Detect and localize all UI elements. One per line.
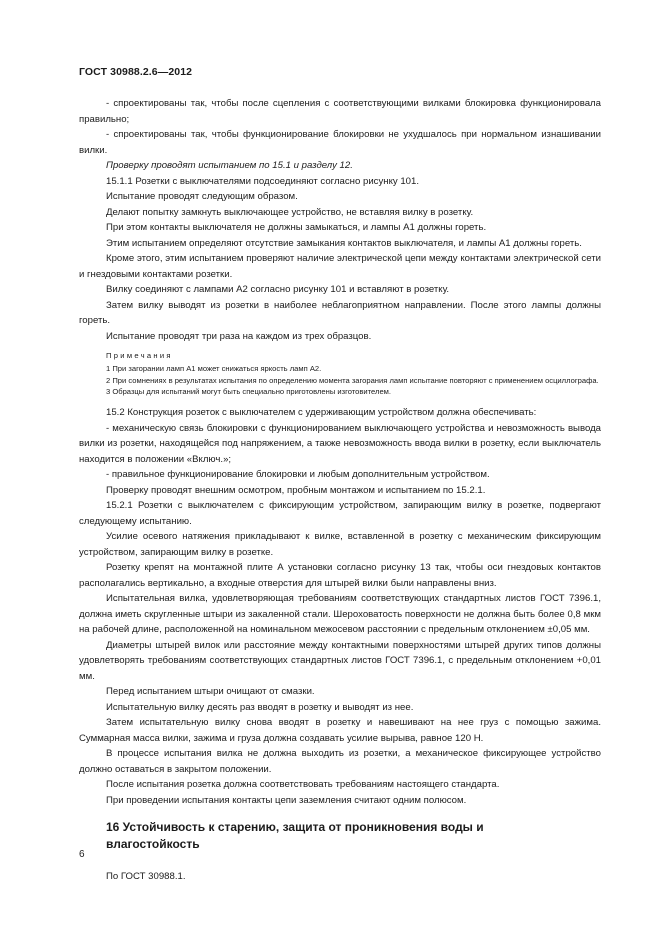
page-number: 6	[79, 849, 85, 860]
paragraph: - спроектированы так, чтобы функционирование блокировки не ухудшалось при нормальном изнашивании вилки.	[79, 129, 601, 156]
paragraph: Затем испытательную вилку снова вводят в розетку и навешивают на нее груз с помощью зажима. Суммарная масса вилки, зажима и груза должна создавать усилие вырыва, равное 120 Н.	[79, 717, 601, 744]
notes-block	[79, 350, 601, 398]
paragraph: Перед испытанием штыри очищают от смазки.	[106, 686, 315, 698]
paragraph: Испытательная вилка, удовлетворяющая требованиям соответствующих стандартных листов ГОСТ 7396.1, должна иметь скругленные штыри из закаленной стали. Шероховатость поверхности не должна быть более 0,8 мкм на рабочей длине, расположенной на номинальном межосевом расстоянии с предельным отклонением ±0,05 мм.	[79, 593, 601, 636]
paragraph: В процессе испытания вилка не должна выходить из розетки, а механическое фиксирующее устройство должно оставаться в закрытом положении.	[79, 748, 601, 775]
paragraph: 15.1.1 Розетки с выключателями подсоединяют согласно рисунку 101.	[106, 175, 420, 187]
paragraph: При проведении испытания контакты цепи заземления считают одним полюсом.	[106, 794, 467, 806]
paragraph: Этим испытанием определяют отсутствие замыкания контактов выключателя, и лампы А1 должны гореть.	[106, 237, 582, 249]
paragraph: При этом контакты выключателя не должны замыкаться, и лампы А1 должны гореть.	[106, 222, 487, 233]
paragraph: Вилку соединяют с лампами А2 согласно рисунку 101 и вставляют в розетку.	[106, 284, 450, 295]
paragraph: Диаметры штырей вилок или расстояние между контактными поверхностями штырей других типов должны удовлетворять требованиям соответствующих стандартных листов ГОСТ 7396.1, с предельным отклонением +0,01 мм.	[79, 639, 601, 682]
note-item: 3 Образцы для испытаний могут быть специально приготовлены изготовителем.	[106, 387, 392, 397]
section-body: По ГОСТ 30988.1.	[106, 871, 186, 883]
section-heading: 16 Устойчивость к старению, защита от проникновения воды и влагостойкость	[106, 820, 484, 852]
document-header: ГОСТ 30988.2.6—2012	[79, 66, 193, 78]
paragraph: - механическую связь блокировки с функционированием выключающего устройства и невозможность вывода вилки из розетки, находящейся под напряжением, а также невозможность ввода вилки в розетку, если выключатель находится в положении «Включ.»;	[79, 422, 601, 465]
paragraph: Усилие осевого натяжения прикладывают к вилке, вставленной в розетку с механическим фиксирующим устройством, запирающим вилку в розетке.	[79, 531, 601, 558]
paragraph: - правильное функционирование блокировки и любым дополнительным устройством.	[106, 469, 490, 481]
paragraph: Кроме этого, этим испытанием проверяют наличие электрической цепи между контактами электрической сети и гнездовыми контактами розетки.	[79, 253, 601, 280]
paragraph: - спроектированы так, чтобы после сцепления с соответствующими вилками блокировка функционировала правильно;	[79, 98, 601, 125]
paragraph: 15.2 Конструкция розеток с выключателем с удерживающим устройством должна обеспечивать:	[106, 407, 537, 419]
document-body	[79, 96, 601, 885]
paragraph: Розетку крепят на монтажной плите А установки согласно рисунку 13 так, чтобы оси гнездовых контактов располагались вертикально, а входные отверстия для штырей вилки были направлены вниз.	[79, 562, 601, 589]
note-item: 2 При сомнениях в результатах испытания по определению момента загорания ламп испытание повторяют с применением осциллографа.	[106, 375, 599, 385]
paragraph: Затем вилку выводят из розетки в наиболее неблагоприятном направлении. После этого лампы должны гореть.	[79, 299, 601, 326]
paragraph: Проверку проводят внешним осмотром, пробным монтажом и испытанием по 15.2.1.	[106, 484, 486, 496]
paragraph: Делают попытку замкнуть выключающее устройство, не вставляя вилку в розетку.	[106, 206, 474, 218]
paragraph: Испытание проводят три раза на каждом из трех образцов.	[106, 330, 372, 342]
note-item: 1 При загорании ламп А1 может снижаться яркость ламп А2.	[106, 363, 322, 373]
paragraph: Испытательную вилку десять раз вводят в розетку и выводят из нее.	[106, 701, 414, 713]
paragraph: Испытание проводят следующим образом.	[106, 191, 298, 202]
notes-title: Примечания	[106, 351, 173, 360]
paragraph: После испытания розетка должна соответствовать требованиям настоящего стандарта.	[106, 779, 500, 791]
paragraph: 15.2.1 Розетки с выключателем с фиксирующим устройством, запирающим вилку в розетке, подвергают следующему испытанию.	[79, 500, 601, 527]
paragraph: Проверку проводят испытанием по 15.1 и разделу 12.	[106, 160, 353, 171]
